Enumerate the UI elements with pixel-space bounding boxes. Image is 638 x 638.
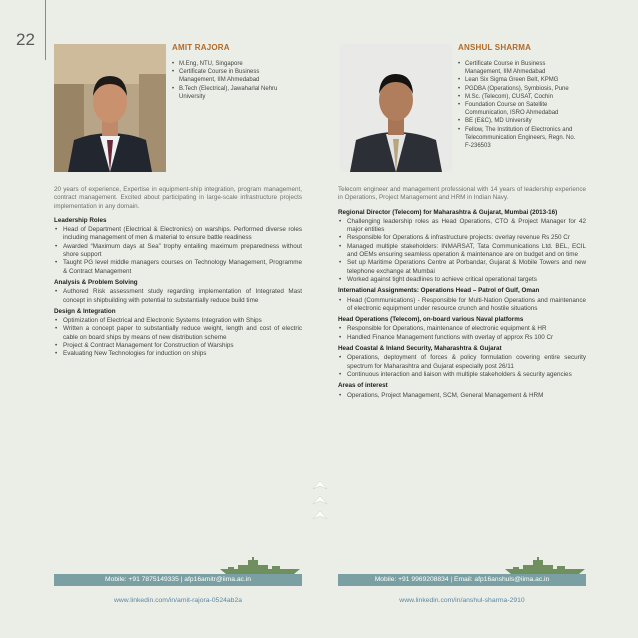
section-list — [338, 392, 586, 400]
section-list — [338, 297, 586, 314]
qualification-item: • Lean Six Sigma Green Belt, KPMG — [458, 76, 576, 84]
linkedin-link-anshul[interactable]: www.linkedin.com/in/anshul-sharma-2910 — [399, 597, 525, 604]
list-item: • Challenging leadership roles as Head Operations, CTO & Project Manager for 42 major entities — [338, 218, 586, 235]
section-list — [338, 354, 586, 379]
profile-photo-anshul — [340, 44, 452, 172]
section-list — [54, 226, 302, 276]
profile-name-amit: AMIT RAJORA — [172, 43, 230, 52]
list-item: • Responsible for Operations, maintenance of electronic equipment & HR — [338, 325, 586, 333]
list-item: • Managed multiple stakeholders: INMARSAT, Tata Communications Ltd. BEL, ECIL and OEMs ensuring seamless operation & maintenance are on budget and on time — [338, 243, 586, 260]
qualification-item: • Foundation Course on Satellite Communication, ISRO Ahmedabad — [458, 101, 576, 117]
qualification-list-amit — [172, 60, 290, 101]
list-item: • Worked against tight deadlines to achieve critical operational targets — [338, 276, 586, 284]
list-item: • Evaluating New Technologies for induction on ships — [54, 350, 302, 358]
warship-icon — [505, 557, 585, 575]
section-heading: Analysis & Problem Solving — [54, 278, 138, 286]
section-list — [54, 317, 302, 358]
contact-bar-anshul: Mobile: +91 9969208834 | Email: afp16anshuls@iima.ac.in — [338, 574, 586, 586]
section-heading: Head Operations (Telecom), on-board various Naval platforms — [338, 316, 524, 324]
section-heading: Design & Integration — [54, 307, 116, 315]
summary-anshul: Telecom engineer and management professional with 14 years of leadership experience in Operations, Project Management and HRM in Indian Navy. — [338, 186, 586, 202]
qualification-item: • PGDBA (Operations), Symbiosis, Pune — [458, 85, 576, 93]
profile-photo-amit — [54, 44, 166, 172]
list-item: • Responsible for Operations & infrastructure projects: overlay revenue Rs 250 Cr — [338, 234, 586, 242]
qualification-item: • M.Eng, NTU, Singapore — [172, 60, 290, 68]
summary-amit: 20 years of experience, Expertise in equipment-ship integration, program management, contract management. Excited about participating in large-scale infrastructure projects implementation in any domain. — [54, 186, 302, 210]
qualification-item: • B.Tech (Electrical), Jawaharlal Nehru University — [172, 85, 290, 101]
qualification-item: • Certificate Course in Business Management, IIM Ahmedabad — [458, 60, 576, 76]
list-item: • Awarded “Maximum days at Sea” trophy entailing maximum preparedness without shore support — [54, 243, 302, 260]
contact-bar-amit: Mobile: +91 7875149335 | afp16amitr@iima.ac.in — [54, 574, 302, 586]
section-list — [54, 288, 302, 305]
divider-line — [45, 0, 46, 60]
warship-icon — [220, 557, 300, 575]
qualification-item: • Fellow, The Institution of Electronics and Telecommunication Engineers, Regn. No. F-236503 — [458, 126, 576, 151]
section-list — [338, 218, 586, 284]
list-item: • Operations, Project Management, SCM, General Management & HRM — [338, 392, 586, 400]
section-list — [338, 325, 586, 342]
section-heading: Leadership Roles — [54, 216, 107, 224]
list-item: • Project & Contract Management for Construction of Warships — [54, 342, 302, 350]
list-item: • Operations, deployment of forces & policy formulation covering entire security spectrum for Maharashtra and Gujarat especially post 26/11 — [338, 354, 586, 371]
list-item: • Head of Department (Electrical & Electronics) on warships. Performed diverse roles including management of men & material to ensure battle readiness — [54, 226, 302, 243]
qualification-list-anshul — [458, 60, 576, 150]
list-item: • Optimization of Electrical and Electronic Systems Integration with Ships — [54, 317, 302, 325]
list-item: • Handled Finance Management functions with overlay of approx Rs 100 Cr — [338, 334, 586, 342]
list-item: • Set up Maritime Operations Centre at Porbandar, Gujarat & Mobile Towers and new telephone exchange at Mumbai — [338, 259, 586, 276]
list-item: • Head (Communications) - Responsible for Multi-Nation Operations and maintenance of electronic equipment under resource crunch and hostile situations — [338, 297, 586, 314]
list-item: • Continuous interaction and liaison with multiple stakeholders & security agencies — [338, 371, 586, 379]
qualification-item: • M.Sc. (Telecom), CUSAT, Cochin — [458, 93, 576, 101]
section-heading: International Assignments: Operations Head – Patrol of Gulf, Oman — [338, 287, 540, 295]
linkedin-link-amit[interactable]: www.linkedin.com/in/amit-rajora-0524ab2a — [113, 597, 243, 604]
qualification-item: • Certificate Course in Business Management, IIM Ahmedabad — [172, 68, 290, 84]
section-heading: Regional Director (Telecom) for Maharashtra & Gujarat, Mumbai (2013-16) — [338, 208, 558, 216]
profile-body-anshul — [338, 186, 586, 403]
page-number: 22 — [16, 30, 35, 49]
section-heading: Areas of interest — [338, 382, 388, 390]
profile-body-amit — [54, 186, 302, 362]
qualification-item: • BE (E&C), MD University — [458, 117, 576, 125]
section-heading: Head Coastal & Inland Security, Maharashtra & Gujarat — [338, 345, 502, 353]
aircraft-icon — [312, 480, 328, 522]
profile-name-anshul: ANSHUL SHARMA — [458, 43, 532, 52]
list-item: • Written a concept paper to substantially reduce weight, length and cost of electric cable on board ships by means of new distribution scheme — [54, 325, 302, 342]
list-item: • Taught PG level middle managers courses on Technology Management, Programme & Contract Management — [54, 259, 302, 276]
list-item: • Authored Risk assessment study regarding implementation of Integrated Mast concept in shipbuilding with potential to substantially reduce build time — [54, 288, 302, 305]
